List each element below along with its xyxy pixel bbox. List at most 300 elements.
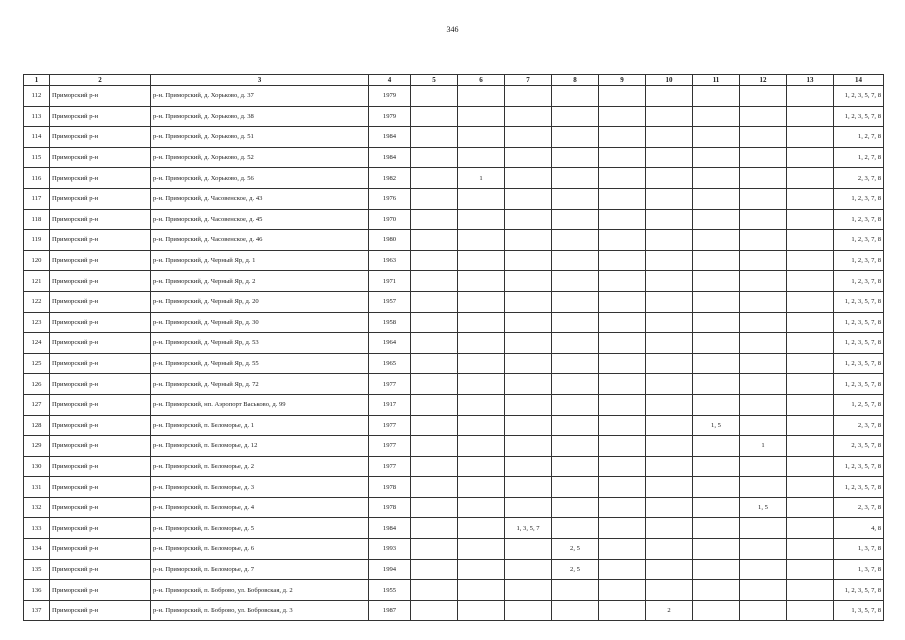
cell-col-9	[599, 477, 646, 498]
cell-col-7	[505, 188, 552, 209]
cell-col-7	[505, 415, 552, 436]
cell-district: Приморский р-н	[50, 436, 151, 457]
cell-col-10	[646, 497, 693, 518]
cell-address: р-н. Приморский, д. Черный Яр, д. 2	[151, 271, 369, 292]
cell-col-11	[693, 353, 740, 374]
cell-col-10	[646, 86, 693, 107]
cell-col-5	[411, 539, 458, 560]
cell-col-14: 1, 2, 3, 5, 7, 8	[834, 106, 884, 127]
cell-col-9	[599, 415, 646, 436]
cell-col-12	[740, 86, 787, 107]
cell-col-9	[599, 600, 646, 621]
table-row	[24, 209, 884, 230]
cell-col-9	[599, 394, 646, 415]
cell-district: Приморский р-н	[50, 415, 151, 436]
cell-col-14: 2, 3, 7, 8	[834, 415, 884, 436]
cell-col-5	[411, 580, 458, 601]
cell-col-13	[787, 312, 834, 333]
header-row	[24, 75, 884, 86]
cell-row-number: 114	[24, 127, 50, 148]
column-header-1: 1	[24, 75, 50, 86]
cell-col-13	[787, 600, 834, 621]
cell-col-5	[411, 209, 458, 230]
cell-col-11	[693, 168, 740, 189]
cell-col-13	[787, 127, 834, 148]
cell-col-9	[599, 333, 646, 354]
cell-row-number: 137	[24, 600, 50, 621]
cell-col-13	[787, 518, 834, 539]
cell-row-number: 132	[24, 497, 50, 518]
cell-year: 1964	[369, 333, 411, 354]
table-row	[24, 188, 884, 209]
cell-col-13	[787, 209, 834, 230]
cell-col-9	[599, 559, 646, 580]
table-row	[24, 291, 884, 312]
cell-col-6	[458, 209, 505, 230]
table-row	[24, 415, 884, 436]
cell-col-6	[458, 250, 505, 271]
cell-col-9	[599, 271, 646, 292]
cell-district: Приморский р-н	[50, 209, 151, 230]
cell-col-9	[599, 497, 646, 518]
cell-col-8	[552, 127, 599, 148]
table-row	[24, 580, 884, 601]
table-row	[24, 353, 884, 374]
cell-district: Приморский р-н	[50, 539, 151, 560]
cell-col-9	[599, 188, 646, 209]
cell-district: Приморский р-н	[50, 497, 151, 518]
cell-col-14: 1, 3, 7, 8	[834, 539, 884, 560]
cell-col-9	[599, 436, 646, 457]
cell-col-5	[411, 86, 458, 107]
cell-col-10	[646, 312, 693, 333]
cell-col-13	[787, 188, 834, 209]
cell-col-5	[411, 477, 458, 498]
column-header-5: 5	[411, 75, 458, 86]
cell-col-8	[552, 250, 599, 271]
table-row	[24, 539, 884, 560]
cell-year: 1970	[369, 209, 411, 230]
cell-col-12	[740, 374, 787, 395]
cell-address: р-н. Приморский, д. Часовенское, д. 43	[151, 188, 369, 209]
cell-col-7	[505, 497, 552, 518]
cell-col-7	[505, 580, 552, 601]
cell-col-8	[552, 353, 599, 374]
cell-row-number: 112	[24, 86, 50, 107]
cell-year: 1984	[369, 147, 411, 168]
cell-col-14: 1, 2, 3, 7, 8	[834, 250, 884, 271]
cell-col-14: 1, 2, 3, 7, 8	[834, 271, 884, 292]
cell-address: р-н. Приморский, д. Хорьково, д. 56	[151, 168, 369, 189]
cell-col-8	[552, 312, 599, 333]
cell-row-number: 131	[24, 477, 50, 498]
cell-address: р-н. Приморский, д. Часовенское, д. 45	[151, 209, 369, 230]
cell-col-11	[693, 291, 740, 312]
cell-col-6	[458, 86, 505, 107]
cell-col-12	[740, 559, 787, 580]
cell-col-9	[599, 168, 646, 189]
cell-col-12	[740, 539, 787, 560]
cell-col-10	[646, 250, 693, 271]
cell-col-8	[552, 394, 599, 415]
cell-col-11	[693, 127, 740, 148]
table-row	[24, 147, 884, 168]
table-row	[24, 436, 884, 457]
cell-row-number: 115	[24, 147, 50, 168]
column-header-14: 14	[834, 75, 884, 86]
cell-year: 1977	[369, 456, 411, 477]
table-header	[24, 75, 884, 86]
cell-col-13	[787, 106, 834, 127]
cell-col-10	[646, 188, 693, 209]
cell-col-9	[599, 209, 646, 230]
cell-col-10	[646, 539, 693, 560]
cell-district: Приморский р-н	[50, 188, 151, 209]
cell-year: 1978	[369, 477, 411, 498]
cell-col-12	[740, 230, 787, 251]
cell-district: Приморский р-н	[50, 374, 151, 395]
cell-col-6	[458, 436, 505, 457]
cell-col-11	[693, 106, 740, 127]
cell-col-12	[740, 168, 787, 189]
cell-row-number: 127	[24, 394, 50, 415]
cell-col-7	[505, 559, 552, 580]
cell-address: р-н. Приморский, п. Беломорье, д. 2	[151, 456, 369, 477]
cell-col-11	[693, 456, 740, 477]
cell-col-14: 1, 2, 3, 7, 8	[834, 209, 884, 230]
cell-col-7	[505, 209, 552, 230]
cell-col-14: 2, 3, 5, 7, 8	[834, 436, 884, 457]
table-row	[24, 250, 884, 271]
cell-col-8	[552, 497, 599, 518]
cell-col-6	[458, 497, 505, 518]
cell-col-13	[787, 394, 834, 415]
cell-col-12	[740, 456, 787, 477]
cell-year: 1993	[369, 539, 411, 560]
cell-col-7	[505, 168, 552, 189]
cell-col-14: 1, 2, 3, 7, 8	[834, 230, 884, 251]
cell-col-8	[552, 415, 599, 436]
cell-col-10	[646, 230, 693, 251]
cell-col-11	[693, 312, 740, 333]
cell-year: 1984	[369, 127, 411, 148]
cell-col-13	[787, 333, 834, 354]
cell-year: 1982	[369, 168, 411, 189]
table-row	[24, 86, 884, 107]
cell-col-14: 1, 2, 3, 5, 7, 8	[834, 86, 884, 107]
cell-col-7: 1, 3, 5, 7	[505, 518, 552, 539]
cell-col-10	[646, 415, 693, 436]
cell-col-9	[599, 518, 646, 539]
cell-district: Приморский р-н	[50, 147, 151, 168]
cell-col-11	[693, 230, 740, 251]
cell-col-7	[505, 271, 552, 292]
cell-col-5	[411, 250, 458, 271]
cell-col-6	[458, 312, 505, 333]
cell-district: Приморский р-н	[50, 394, 151, 415]
cell-col-7	[505, 394, 552, 415]
cell-row-number: 118	[24, 209, 50, 230]
cell-col-12: 1	[740, 436, 787, 457]
cell-address: р-н. Приморский, д. Хорьково, д. 51	[151, 127, 369, 148]
cell-year: 1977	[369, 374, 411, 395]
cell-col-6	[458, 600, 505, 621]
cell-district: Приморский р-н	[50, 456, 151, 477]
table-row	[24, 394, 884, 415]
cell-col-10	[646, 580, 693, 601]
cell-col-10	[646, 168, 693, 189]
cell-col-5	[411, 394, 458, 415]
cell-col-13	[787, 539, 834, 560]
cell-col-13	[787, 353, 834, 374]
cell-col-5	[411, 559, 458, 580]
cell-district: Приморский р-н	[50, 600, 151, 621]
cell-col-6: 1	[458, 168, 505, 189]
table-row	[24, 456, 884, 477]
table-row	[24, 168, 884, 189]
cell-col-12	[740, 353, 787, 374]
cell-col-6	[458, 333, 505, 354]
cell-col-6	[458, 580, 505, 601]
cell-col-7	[505, 230, 552, 251]
cell-col-11	[693, 600, 740, 621]
cell-col-5	[411, 600, 458, 621]
cell-col-6	[458, 559, 505, 580]
cell-col-13	[787, 415, 834, 436]
cell-col-8	[552, 580, 599, 601]
table-row	[24, 106, 884, 127]
cell-col-6	[458, 477, 505, 498]
cell-row-number: 121	[24, 271, 50, 292]
cell-address: р-н. Приморский, д. Часовенское, д. 46	[151, 230, 369, 251]
cell-col-12	[740, 188, 787, 209]
cell-col-11	[693, 147, 740, 168]
cell-col-14: 2, 3, 7, 8	[834, 168, 884, 189]
cell-col-10	[646, 333, 693, 354]
cell-col-5	[411, 147, 458, 168]
cell-row-number: 120	[24, 250, 50, 271]
cell-col-11	[693, 394, 740, 415]
cell-col-14: 1, 2, 7, 8	[834, 127, 884, 148]
cell-col-6	[458, 271, 505, 292]
cell-col-10	[646, 456, 693, 477]
cell-col-8	[552, 600, 599, 621]
cell-col-14: 1, 2, 5, 7, 8	[834, 394, 884, 415]
cell-col-8	[552, 291, 599, 312]
cell-row-number: 135	[24, 559, 50, 580]
cell-col-7	[505, 456, 552, 477]
cell-col-11	[693, 580, 740, 601]
cell-col-7	[505, 600, 552, 621]
cell-col-14: 1, 2, 3, 7, 8	[834, 188, 884, 209]
cell-col-8	[552, 477, 599, 498]
cell-col-10	[646, 353, 693, 374]
cell-year: 1917	[369, 394, 411, 415]
cell-address: р-н. Приморский, д. Хорьково, д. 38	[151, 106, 369, 127]
cell-col-8: 2, 5	[552, 539, 599, 560]
cell-row-number: 119	[24, 230, 50, 251]
cell-col-12	[740, 600, 787, 621]
cell-col-12	[740, 477, 787, 498]
column-header-11: 11	[693, 75, 740, 86]
cell-col-10	[646, 559, 693, 580]
cell-row-number: 122	[24, 291, 50, 312]
cell-district: Приморский р-н	[50, 127, 151, 148]
cell-address: р-н. Приморский, п. Беломорье, д. 1	[151, 415, 369, 436]
cell-row-number: 125	[24, 353, 50, 374]
cell-col-14: 1, 2, 7, 8	[834, 147, 884, 168]
cell-col-5	[411, 333, 458, 354]
cell-col-6	[458, 127, 505, 148]
table-row	[24, 559, 884, 580]
cell-col-10	[646, 147, 693, 168]
cell-col-14: 1, 3, 5, 7, 8	[834, 600, 884, 621]
cell-district: Приморский р-н	[50, 230, 151, 251]
cell-col-8	[552, 168, 599, 189]
cell-col-13	[787, 580, 834, 601]
cell-district: Приморский р-н	[50, 106, 151, 127]
cell-col-9	[599, 374, 646, 395]
cell-district: Приморский р-н	[50, 559, 151, 580]
cell-district: Приморский р-н	[50, 86, 151, 107]
column-header-2: 2	[50, 75, 151, 86]
cell-district: Приморский р-н	[50, 312, 151, 333]
cell-col-9	[599, 456, 646, 477]
cell-col-13	[787, 168, 834, 189]
cell-district: Приморский р-н	[50, 291, 151, 312]
cell-col-7	[505, 374, 552, 395]
cell-col-10	[646, 271, 693, 292]
cell-col-12	[740, 291, 787, 312]
cell-col-5	[411, 312, 458, 333]
cell-col-12	[740, 250, 787, 271]
table-row	[24, 518, 884, 539]
cell-col-13	[787, 456, 834, 477]
cell-col-5	[411, 168, 458, 189]
cell-year: 1977	[369, 436, 411, 457]
cell-col-12: 1, 5	[740, 497, 787, 518]
cell-address: р-н. Приморский, д. Черный Яр, д. 30	[151, 312, 369, 333]
cell-col-6	[458, 539, 505, 560]
cell-col-12	[740, 333, 787, 354]
cell-col-12	[740, 147, 787, 168]
cell-col-8	[552, 436, 599, 457]
cell-year: 1979	[369, 106, 411, 127]
cell-row-number: 117	[24, 188, 50, 209]
cell-col-9	[599, 580, 646, 601]
cell-col-6	[458, 188, 505, 209]
cell-col-9	[599, 539, 646, 560]
cell-col-14: 2, 3, 7, 8	[834, 497, 884, 518]
cell-year: 1994	[369, 559, 411, 580]
cell-col-7	[505, 539, 552, 560]
column-header-13: 13	[787, 75, 834, 86]
cell-district: Приморский р-н	[50, 580, 151, 601]
cell-col-10	[646, 477, 693, 498]
column-header-3: 3	[151, 75, 369, 86]
cell-district: Приморский р-н	[50, 271, 151, 292]
cell-col-11	[693, 271, 740, 292]
cell-col-11	[693, 250, 740, 271]
cell-col-14: 1, 2, 3, 5, 7, 8	[834, 374, 884, 395]
cell-col-7	[505, 353, 552, 374]
cell-col-6	[458, 374, 505, 395]
cell-col-7	[505, 312, 552, 333]
cell-col-5	[411, 106, 458, 127]
cell-row-number: 136	[24, 580, 50, 601]
cell-address: р-н. Приморский, д. Хорьково, д. 37	[151, 86, 369, 107]
cell-col-9	[599, 250, 646, 271]
cell-address: р-н. Приморский, п. Боброво, ул. Бобровская, д. 2	[151, 580, 369, 601]
cell-col-13	[787, 86, 834, 107]
cell-col-5	[411, 456, 458, 477]
cell-col-8	[552, 86, 599, 107]
cell-col-12	[740, 127, 787, 148]
housing-register-table	[23, 74, 884, 621]
cell-col-9	[599, 230, 646, 251]
cell-col-6	[458, 353, 505, 374]
cell-col-14: 1, 2, 3, 5, 7, 8	[834, 333, 884, 354]
cell-col-5	[411, 497, 458, 518]
cell-col-14: 1, 2, 3, 5, 7, 8	[834, 456, 884, 477]
cell-col-6	[458, 394, 505, 415]
cell-col-10	[646, 394, 693, 415]
cell-col-6	[458, 230, 505, 251]
cell-row-number: 128	[24, 415, 50, 436]
cell-year: 1978	[369, 497, 411, 518]
cell-district: Приморский р-н	[50, 168, 151, 189]
cell-col-8	[552, 188, 599, 209]
cell-col-8: 2, 5	[552, 559, 599, 580]
cell-col-13	[787, 436, 834, 457]
cell-row-number: 123	[24, 312, 50, 333]
cell-year: 1976	[369, 188, 411, 209]
cell-col-11: 1, 5	[693, 415, 740, 436]
cell-district: Приморский р-н	[50, 333, 151, 354]
cell-col-11	[693, 209, 740, 230]
cell-address: р-н. Приморский, п. Беломорье, д. 12	[151, 436, 369, 457]
cell-year: 1958	[369, 312, 411, 333]
cell-district: Приморский р-н	[50, 353, 151, 374]
cell-col-5	[411, 374, 458, 395]
cell-address: р-н. Приморский, п. Беломорье, д. 4	[151, 497, 369, 518]
cell-col-13	[787, 230, 834, 251]
cell-col-7	[505, 106, 552, 127]
cell-col-7	[505, 436, 552, 457]
cell-col-8	[552, 518, 599, 539]
column-header-9: 9	[599, 75, 646, 86]
cell-col-13	[787, 271, 834, 292]
cell-row-number: 126	[24, 374, 50, 395]
cell-col-8	[552, 374, 599, 395]
table-row	[24, 230, 884, 251]
cell-col-9	[599, 86, 646, 107]
cell-row-number: 134	[24, 539, 50, 560]
cell-col-11	[693, 86, 740, 107]
table-row	[24, 333, 884, 354]
cell-address: р-н. Приморский, д. Хорьково, д. 52	[151, 147, 369, 168]
column-header-6: 6	[458, 75, 505, 86]
cell-year: 1963	[369, 250, 411, 271]
table-row	[24, 600, 884, 621]
table-row	[24, 271, 884, 292]
cell-col-8	[552, 230, 599, 251]
cell-col-14: 1, 2, 3, 5, 7, 8	[834, 477, 884, 498]
cell-col-10	[646, 209, 693, 230]
cell-year: 1977	[369, 415, 411, 436]
cell-col-12	[740, 580, 787, 601]
cell-col-6	[458, 291, 505, 312]
